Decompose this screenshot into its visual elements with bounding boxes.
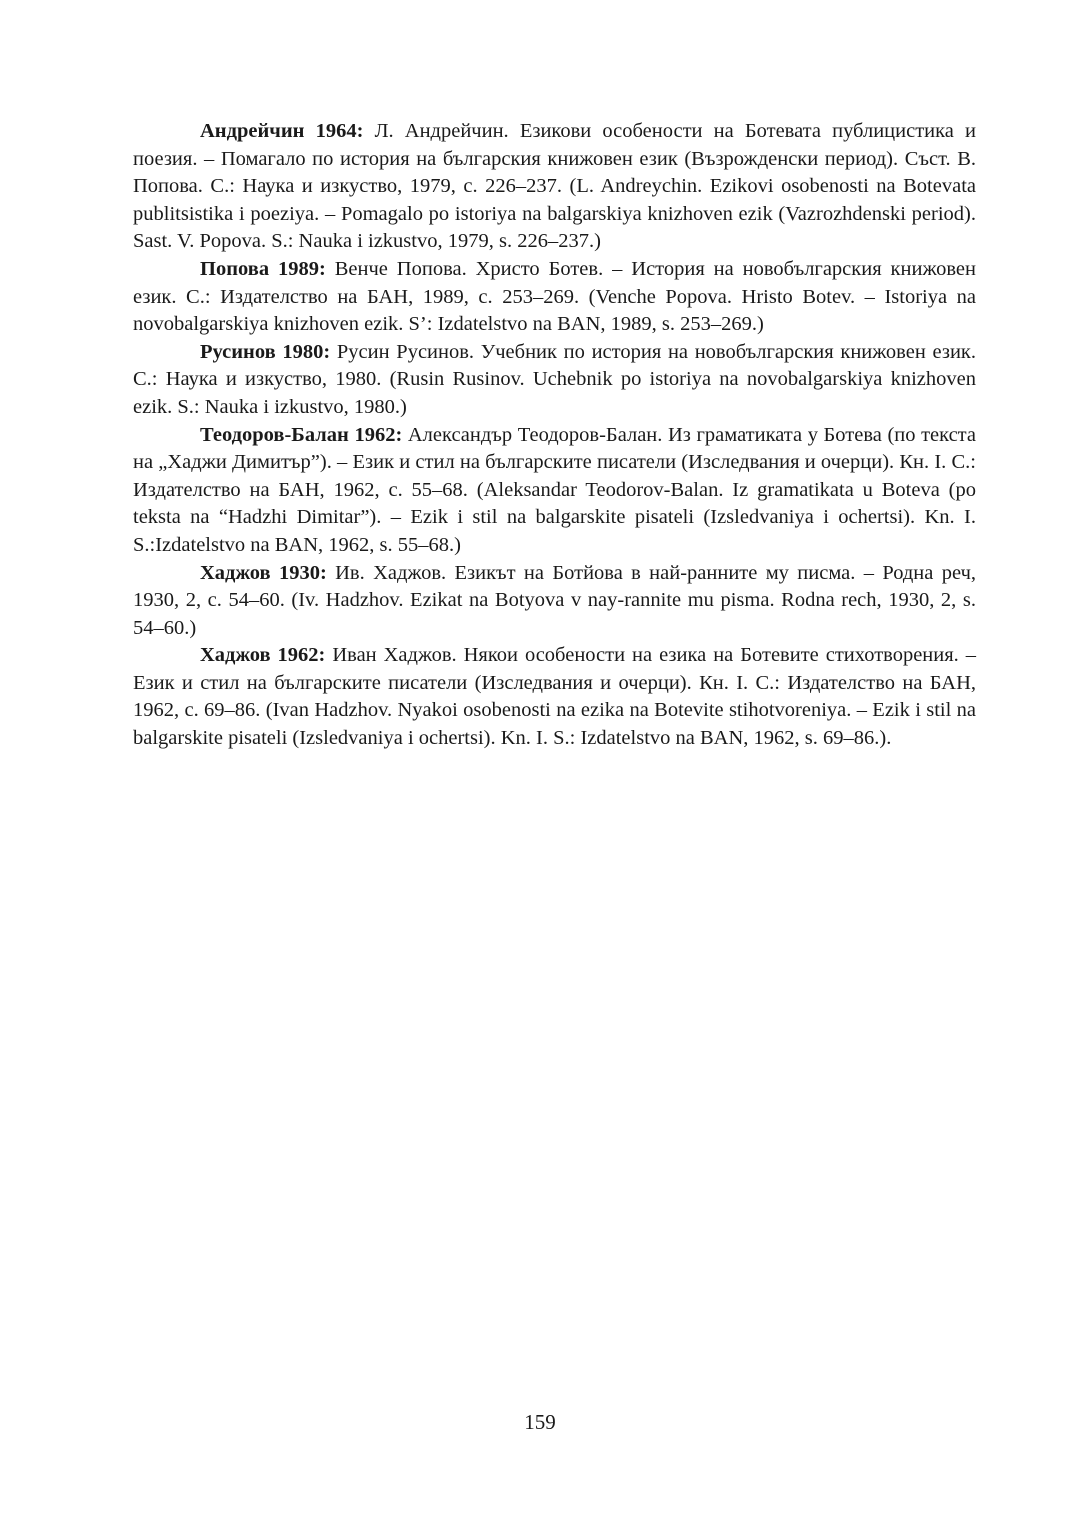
reference-key: Андрейчин 1964: [200, 120, 364, 142]
reference-entry [133, 118, 976, 256]
reference-entry [133, 642, 976, 752]
page-number: 159 [524, 1410, 556, 1434]
reference-key: Русинов 1980: [200, 340, 331, 363]
reference-list [133, 118, 976, 753]
reference-text: Иван Хаджов. Някои особености на езика на Ботевите стихотворения. – Език и стил на българските писатели (Изследвания и очерци). Кн. I. С.: Издателство на БАН, 1962, с. 69–86. (Ivan Hadzhov. Nyakoi osobenosti na ezika na Botevite stihotvoreniya. – Ezik i stil na balgarskite pisateli (Izsledvaniya i ochertsi). Kn. I. S.: Izdatelstvo na BAN, 1962, s. 69–86.). [133, 644, 977, 750]
reference-key: Попова 1989: [200, 257, 326, 280]
reference-text: Венче Попова. Христо Ботев. – История на новобългарския книжовен език. С.: Издателство на БАН, 1989, с. 253–269. (Venche Popova. Hristo Botev. – Istoriya na novobalgarskiya knizhoven ezik. S’: Izdatelstvo na BAN, 1989, s. 253–269.) [133, 257, 976, 336]
reference-key: Хаджов 1962: [200, 644, 326, 667]
reference-entry [133, 256, 976, 339]
reference-entry [133, 339, 976, 422]
reference-key: Теодоров-Балан 1962: [200, 423, 403, 446]
reference-text: Александър Теодоров-Балан. Из граматиката у Ботева (по текста на „Хаджи Димитър”). – Език и стил на българските писатели (Изследвания и очерци). Кн. I. С.: Издателство на БАН, 1962, с. 55–68. (Aleksandar Teodorov-Balan. Iz gramatikata u Boteva (po teksta na “Hadzhi Dimitar”). – Ezik i stil na balgarskite pisateli (Izsledvaniya i ochertsi). Kn. I. S.:Izdatelstvo na BAN, 1962, s. 55–68.) [133, 423, 976, 556]
reference-text: Ив. Хаджов. Езикът на Ботйова в най-ранните му писма. – Родна реч, 1930, 2, с. 54–60. (Iv. Hadzhov. Ezikat na Botyova v nay-rannite mu pisma. Rodna rech, 1930, 2, s. 54–60.) [133, 561, 976, 639]
reference-entry [133, 422, 976, 560]
reference-text: Л. Андрейчин. Езикови особености на Ботевата публицистика и поезия. – Помагало по история на българския книжовен език (Възрожденски период). Съст. В. Попова. С.: Наука и изкуство, 1979, с. 226–237. (L. Andreychin. Ezikovi osobenosti na Botevata publitsistika i poeziya. – Pomagalo po istoriya na balgarskiya knizhoven ezik (Vazrozhdenski period). Sast. V. Popova. S.: Nauka i izkustvo, 1979, s. 226–237.) [133, 120, 977, 253]
reference-key: Хаджов 1930: [200, 561, 327, 584]
reference-text: Русин Русинов. Учебник по история на новобългарския книжовен език. С.: Наука и изкуство, 1980. (Rusin Rusinov. Uchebnik po istoriya na novobalgarskiya knizhoven ezik. S.: Nauka i izkustvo, 1980.) [133, 340, 976, 418]
reference-entry [133, 560, 976, 643]
